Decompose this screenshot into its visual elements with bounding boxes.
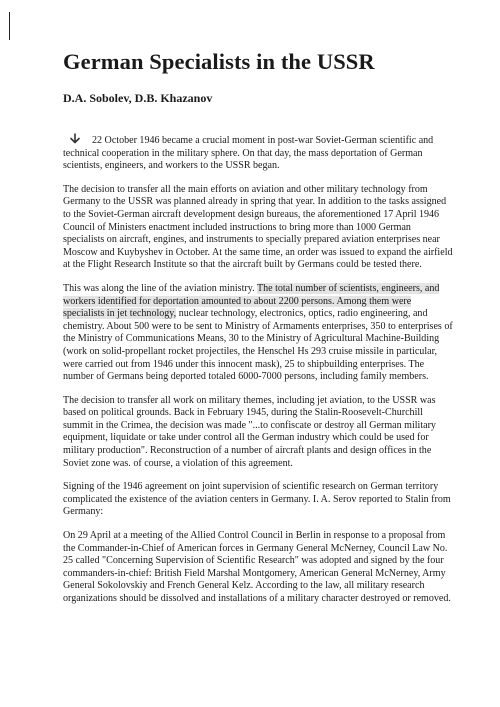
arrow-down-icon <box>67 133 83 144</box>
paragraph-6: On 29 April at a meeting of the Allied Control Council in Berlin in response to a proposal from the Commander-in-Chief of American forces in Germany General McNerney, Council Law No. 25 called "Concerning Supervision of Scientific Research" was adopted and signed by the four commanders-in-chief: British Field Marshal Montgomery, American General McNerney, Army General Sokolovskiy and French General Kelz. According to the law, all military research organizations should be dissolved and installations of a military character destroyed or removed. <box>63 530 451 604</box>
page-title: German Specialists in the USSR <box>63 49 375 74</box>
paragraph-3 <box>63 283 453 384</box>
article-body <box>63 133 453 617</box>
paragraph-1 <box>63 133 453 173</box>
paragraph-2: The decision to transfer all the main efforts on aviation and other military technology from Germany to the USSR was planned already in spring that year. In addition to the tasks assigned to the Soviet-German aircraft development design bureaus, the aforementioned 17 April 1946 Council of Ministers enactment included instructions to bring more than 1000 German specialists on aircraft, engines, and instruments to specially prepared aviation enterprises near Moscow and Kuybyshev in October. At the same time, an order was issued to expand the airfield at the Flight Research Institute so that the aircraft built by Germans could be tested there. <box>63 183 453 271</box>
margin-mark <box>9 12 10 40</box>
authors: D.A. Sobolev, D.B. Khazanov <box>63 91 213 105</box>
paragraph-1-text: 22 October 1946 became a crucial moment in post-war Soviet-German scientific and technical cooperation in the military sphere. On that day, the mass deportation of German scientists, engineers, and workers to the USSR began. <box>63 135 434 172</box>
paragraph-3-lead: This was along the line of the aviation ministry. <box>63 282 257 294</box>
paragraph-4: The decision to transfer all work on military themes, including jet aviation, to the USSR was based on political grounds. Back in February 1945, during the Stalin-Roosevelt-Churchill summit in the Crimea, the decision was made "...to confiscate or destroy all German military equipment, liquidate or take under control all the German industry which could be used for military production". Reconstruction of a number of aircraft plants and design offices in the Soviet zone was. of course, a violation of this agreement. <box>63 394 436 469</box>
paragraph-3-rest: nuclear technology, electronics, optics, radio engineering, and chemistry. About 500 were to be sent to Ministry of Armaments enterprises, 350 to enterprises of the Ministry of Communications Means, 30 to the Ministry of Agricultural Machine-Building (work on solid-propellant rocket projectiles, the Henschel Hs 293 cruise missile in particular, were carried out from 1946 under this innocent mask), 25 to shipbuilding enterprises. The number of Germans being deported totaled 6000-7000 persons, including family members. <box>63 308 453 383</box>
paragraph-5: Signing of the 1946 agreement on joint supervision of scientific research on German territory complicated the existence of the aviation centers in Germany. I. A. Serov reported to Stalin from Germany: <box>63 481 451 518</box>
highlighted-text: The total number of scientists, engineers, and workers identified for deportation amounted to about 2200 persons. Among them were specialists in jet technology, <box>63 282 440 320</box>
